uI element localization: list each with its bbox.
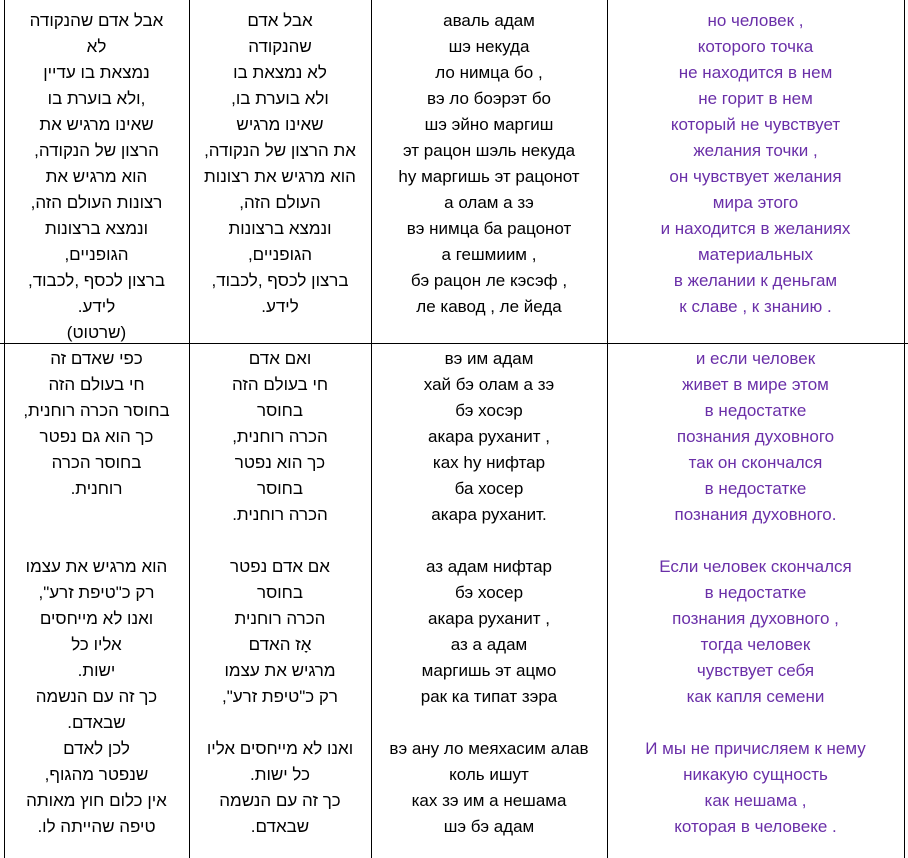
hebrew-phrased-line: רק כ"טיפת זרע",	[221, 687, 339, 706]
hebrew-phrased-line: אָז האדם	[248, 635, 312, 654]
translation-line: тогда человек	[700, 635, 811, 654]
hebrew-phrased-line: חי בעולם הזה	[231, 375, 329, 394]
hebrew-prose-line: ברצון לכסף ,לכבוד,	[28, 271, 165, 290]
translation-line: и находится в желаниях	[660, 219, 851, 238]
hebrew-prose-line: אין כלום חוץ מאותה	[26, 791, 167, 810]
table-border-right	[904, 0, 905, 858]
transliteration-line: ло нимца бо ,	[435, 63, 543, 82]
hebrew-phrased-line: הכרה רוחנית.	[232, 505, 328, 524]
hebrew-phrased-line: ולא בוערת בו,	[231, 89, 329, 108]
transliteration-line: вэ ло боэрэт бо	[426, 89, 552, 108]
hebrew-prose-line: כך זה עם הנשמה	[35, 687, 158, 706]
hebrew-prose-line: ,ולא בוערת בו	[47, 89, 146, 108]
translation-line: познания духовного	[676, 427, 835, 446]
hebrew-prose-line: אבל אדם שהנקודה	[29, 11, 164, 30]
transliteration-line: хай бэ олам а зэ	[423, 375, 555, 394]
hebrew-prose-line: אליו כל	[71, 635, 122, 654]
hebrew-phrased-line: ברצון לכסף ,לכבוד,	[211, 271, 349, 290]
hebrew-prose-line: הרצון של הנקודה,	[34, 141, 159, 160]
translation-line: не горит в нем	[698, 89, 813, 108]
translation-line: как капля семени	[686, 687, 825, 706]
transliteration-line: вэ им адам	[444, 349, 534, 368]
hebrew-phrased-line: כך זה עם הנשמה	[219, 791, 341, 810]
transliteration-line: бэ хосер	[454, 583, 524, 602]
transliteration-line: акара руханит.	[431, 505, 547, 524]
translation-line: чувствует себя	[696, 661, 815, 680]
row-2-translation-cell	[607, 346, 904, 840]
transliteration-line: шэ бэ адам	[443, 817, 535, 836]
hebrew-phrased-line: אבל אדם	[247, 11, 313, 30]
hebrew-phrased-line: מרגיש את עצמו	[224, 661, 336, 680]
translation-line: в недостатке	[704, 479, 807, 498]
row-2-hebrew-phrased-cell	[189, 346, 371, 840]
transliteration-line: акара руханит ,	[428, 427, 550, 446]
hebrew-prose-line: (שרטוט)	[66, 323, 127, 342]
hebrew-prose-line: שנפטר מהגוף,	[44, 765, 149, 784]
transliteration-line: акара руханит ,	[428, 609, 550, 628]
hebrew-phrased-line: בחוסר	[256, 401, 303, 420]
translation-line: познания духовного ,	[672, 609, 839, 628]
hebrew-prose-line: ואנו לא מייחסים	[39, 609, 154, 628]
translation-line: в недостатке	[704, 583, 807, 602]
hebrew-prose-line: חי בעולם הזה	[48, 375, 145, 394]
transliteration-line	[371, 710, 607, 736]
translation-line: он чувствует желания	[669, 167, 842, 186]
hebrew-phrased-line	[189, 710, 371, 736]
hebrew-prose-line: שאינו מרגיש את	[39, 115, 154, 134]
hebrew-phrased-line: הכרה רוחנית,	[232, 427, 328, 446]
hebrew-phrased-line: הוא מרגיש את רצונות	[204, 167, 356, 186]
transliteration-line: вэ нимца ба рацонот	[406, 219, 572, 238]
hebrew-prose-line: רוחנית.	[70, 479, 123, 498]
hebrew-phrased-line: לידע.	[261, 297, 299, 316]
hebrew-prose-line: הוא מרגיש את עצמו	[25, 557, 168, 576]
hebrew-phrased-line: אם אדם נפטר	[230, 557, 330, 576]
row-1-hebrew-prose-cell	[4, 8, 189, 346]
hebrew-prose-line: רצונות העולם הזה,	[30, 193, 163, 212]
hebrew-prose-line: ונמצא ברצונות	[44, 219, 149, 238]
transliteration-line: эт рацон шэль некуда	[402, 141, 576, 160]
hebrew-prose-line: כפי שאדם זה	[50, 349, 143, 368]
hebrew-phrased-line: בחוסר	[256, 583, 303, 602]
hebrew-phrased-line: העולם הזה,	[239, 193, 321, 212]
transliteration-line: маргишь эт ацмо	[421, 661, 557, 680]
hebrew-phrased-line: שאינו מרגיש	[236, 115, 324, 134]
transliteration-line: ба хосер	[454, 479, 524, 498]
transliteration-line: а гешмиим ,	[441, 245, 537, 264]
hebrew-prose-line	[4, 502, 189, 528]
hebrew-prose-line: ישות.	[77, 661, 116, 680]
hebrew-prose-line: לידע.	[77, 297, 116, 316]
hebrew-prose-line: כך הוא גם נפטר	[39, 427, 154, 446]
hebrew-phrased-line: ואנו לא מייחסים אליו	[206, 739, 354, 758]
row-1-transliteration-cell	[371, 8, 607, 320]
transliteration-line: шэ некуда	[448, 37, 530, 56]
translation-line: к славе , к знанию .	[679, 297, 832, 316]
translation-line: в недостатке	[704, 401, 807, 420]
translation-line: и если человек	[695, 349, 816, 368]
hebrew-phrased-line: ואם אדם	[248, 349, 312, 368]
hebrew-prose-line: הגופניים,	[64, 245, 129, 264]
hebrew-prose-line: טיפה שהייתה לו.	[37, 817, 156, 836]
hebrew-phrased-line: כל ישות.	[249, 765, 311, 784]
hebrew-prose-line: לא	[86, 37, 107, 56]
hebrew-prose-line	[4, 528, 189, 554]
hebrew-prose-line: הוא מרגיש את	[45, 167, 148, 186]
transliteration-line	[371, 528, 607, 554]
hebrew-prose-line: בחוסר הכרה רוחנית,	[23, 401, 170, 420]
row-2-hebrew-prose-cell	[4, 346, 189, 840]
translation-line: никакую сущность	[683, 765, 828, 784]
translation-line	[607, 528, 904, 554]
translation-line: не находится в нем	[678, 63, 833, 82]
transliteration-line: рак ка типат зэра	[420, 687, 558, 706]
transliteration-line: шэ эйно маргиш	[424, 115, 554, 134]
translation-line: мира этого	[712, 193, 799, 212]
transliteration-line: hу маргишь эт рацонот	[398, 167, 580, 186]
translation-line: познания духовного.	[674, 505, 837, 524]
hebrew-phrased-line	[189, 528, 371, 554]
hebrew-prose-line: שבאדם.	[67, 713, 126, 732]
hebrew-phrased-line: את הרצון של הנקודה,	[204, 141, 356, 160]
hebrew-phrased-line: הכרה רוחנית	[234, 609, 326, 628]
translation-line: живет в мире этом	[682, 375, 829, 394]
translation-line: который не чувствует	[670, 115, 841, 134]
translation-line: так он скончался	[688, 453, 823, 472]
transliteration-line: а олам а зэ	[444, 193, 534, 212]
transliteration-line: ках hу нифтар	[432, 453, 546, 472]
translation-line: которая в человеке .	[674, 817, 837, 836]
hebrew-phrased-line: שבאדם.	[250, 817, 310, 836]
hebrew-phrased-line: בחוסר	[256, 479, 303, 498]
translation-line	[607, 710, 904, 736]
hebrew-phrased-line: ונמצא ברצונות	[228, 219, 332, 238]
translation-line: в желании к деньгам	[673, 271, 838, 290]
transliteration-line: вэ ану ло меяхасим алав	[389, 739, 589, 758]
hebrew-prose-line: לכן לאדם	[63, 739, 130, 758]
transliteration-line: аз адам нифтар	[425, 557, 553, 576]
hebrew-prose-line: בחוסר הכרה	[51, 453, 142, 472]
transliteration-line: ках зэ им а нешама	[411, 791, 567, 810]
translation-line: И мы не причисляем к нему	[645, 739, 866, 758]
translation-line: которого точка	[697, 37, 814, 56]
transliteration-line: коль ишут	[449, 765, 529, 784]
row-1-hebrew-phrased-cell	[189, 8, 371, 320]
row-2-transliteration-cell	[371, 346, 607, 840]
hebrew-phrased-line: שהנקודה	[248, 37, 312, 56]
transliteration-line: аваль адам	[443, 11, 535, 30]
translation-line: желания точки ,	[693, 141, 818, 160]
translation-line: материальных	[697, 245, 814, 264]
hebrew-phrased-line: הגופניים,	[247, 245, 313, 264]
transliteration-line: аз а адам	[450, 635, 528, 654]
transliteration-line: бэ хосэр	[455, 401, 523, 420]
hebrew-phrased-line: כך הוא נפטר	[234, 453, 326, 472]
transliteration-line: бэ рацон ле кэсэф ,	[410, 271, 568, 290]
translation-line: как нешама ,	[704, 791, 807, 810]
hebrew-phrased-line: לא נמצאת בו	[233, 63, 327, 82]
translation-line: но человек ,	[707, 11, 804, 30]
translation-line: Если человек скончался	[659, 557, 852, 576]
hebrew-prose-line: נמצאת בו עדיין	[43, 63, 150, 82]
transliteration-line: ле кавод , ле йеда	[416, 297, 562, 316]
hebrew-prose-line: רק כ"טיפת זרע",	[38, 583, 155, 602]
row-1-translation-cell	[607, 8, 904, 320]
